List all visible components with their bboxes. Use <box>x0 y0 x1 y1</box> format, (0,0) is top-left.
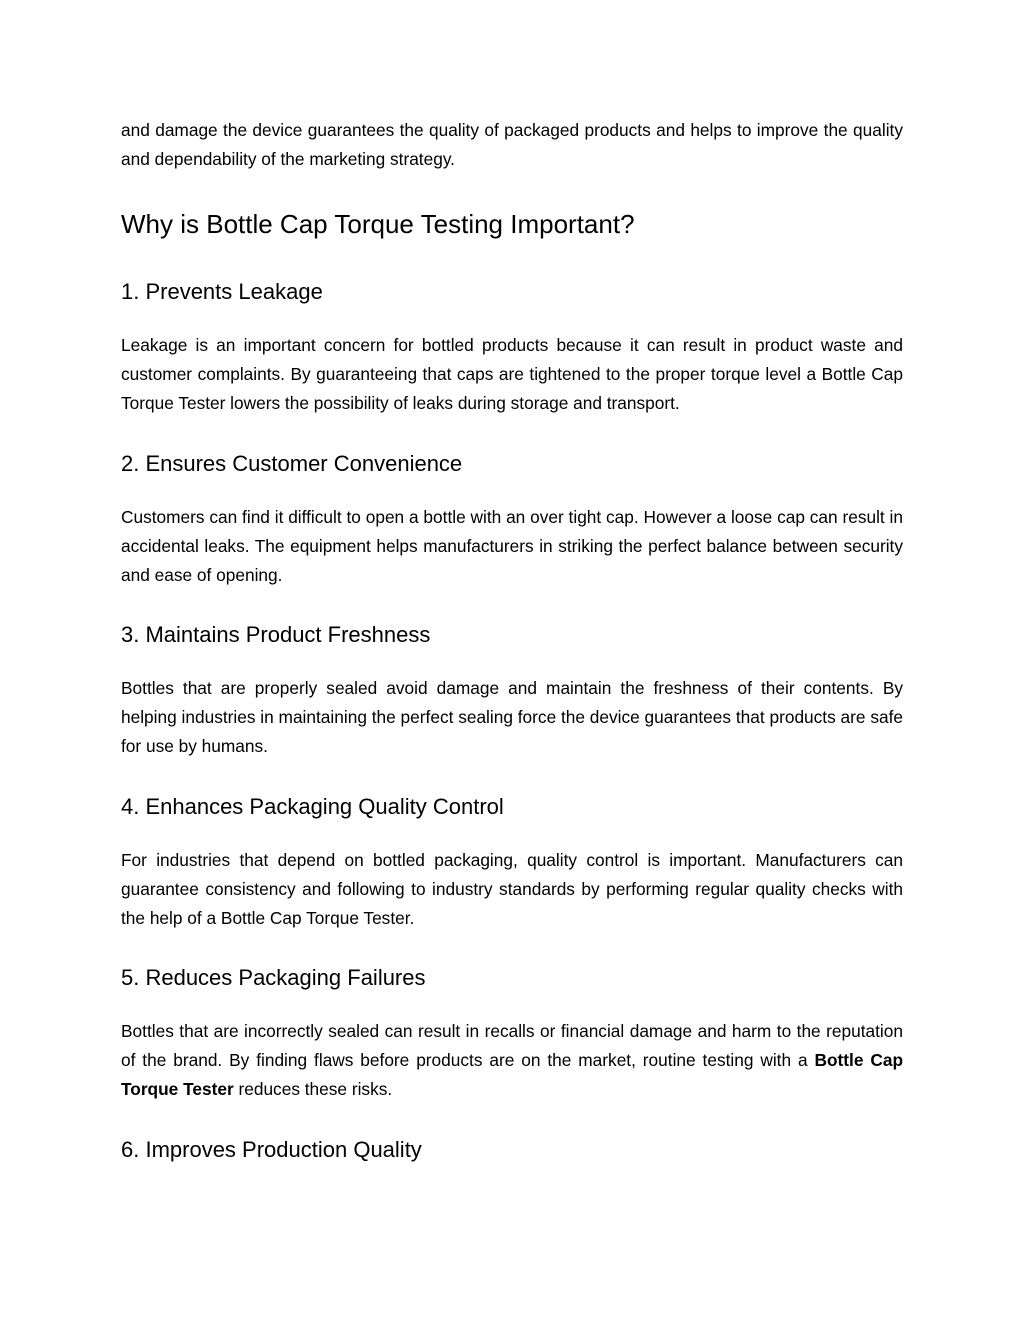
section-5-text-after: reduces these risks. <box>233 1079 393 1100</box>
section-1-paragraph: Leakage is an important concern for bottled products because it can result in product waste and customer complaints. By guaranteeing that caps are tightened to the proper torque level a Bottle Cap Torque Tester lowers the possibility of leaks during storage and transport. <box>121 335 903 414</box>
product-name-bold: Bottle Cap Torque Tester <box>121 1050 904 1100</box>
section-3-heading: 3. Maintains Product Freshness <box>121 622 431 647</box>
intro-paragraph: and damage the device guarantees the quality of packaged products and helps to improve the quality and dependability of the marketing strategy. <box>121 120 903 170</box>
section-3-paragraph: Bottles that are properly sealed avoid damage and maintain the freshness of their contents. By helping industries in maintaining the perfect sealing force the device guarantees that products are safe for use by humans. <box>121 678 903 757</box>
main-heading: Why is Bottle Cap Torque Testing Important? <box>121 209 635 239</box>
section-5-paragraph <box>121 1017 903 1105</box>
section-2-paragraph: Customers can find it difficult to open a bottle with an over tight cap. However a loose cap can result in accidental leaks. The equipment helps manufacturers in striking the perfect balance between security and ease of opening. <box>121 507 903 586</box>
section-5-heading: 5. Reduces Packaging Failures <box>121 965 426 990</box>
section-1-heading: 1. Prevents Leakage <box>121 279 323 304</box>
section-2-heading: 2. Ensures Customer Convenience <box>121 451 463 476</box>
section-5-text-before: Bottles that are incorrectly sealed can result in recalls or financial damage and harm to the reputation of the brand. By finding flaws before products are on the market, routine testing with a <box>121 1021 903 1071</box>
section-6-heading: 6. Improves Production Quality <box>121 1137 422 1162</box>
section-4-heading: 4. Enhances Packaging Quality Control <box>121 794 504 819</box>
section-4-paragraph: For industries that depend on bottled packaging, quality control is important. Manufacturers can guarantee consistency and following to industry standards by performing regular quality checks with the help of a Bottle Cap Torque Tester. <box>121 850 903 929</box>
